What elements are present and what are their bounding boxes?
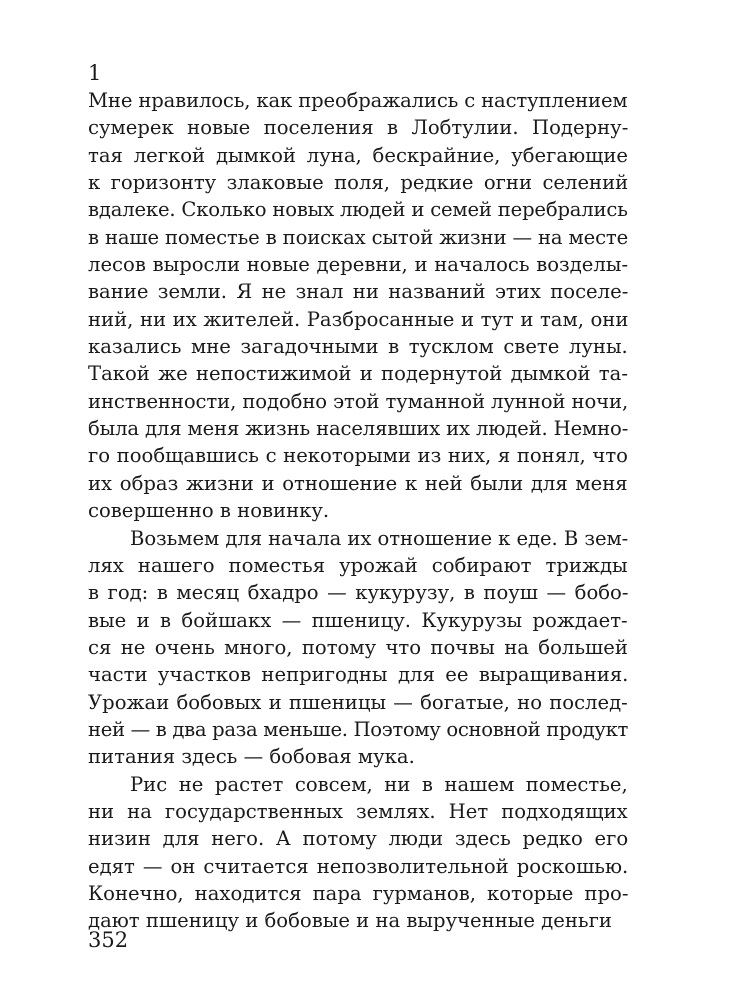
text-line: тая легкой дымкой луна, бескрайние, убегающие (88, 143, 629, 167)
text-line: инственности, подобно этой туманной лунной ночи, (88, 389, 629, 413)
text-line: ний, ни их жителей. Разбросанные и тут и там, они (88, 307, 629, 331)
text-line: вдалеке. Сколько новых людей и семей перебрались (88, 198, 628, 222)
body-text (88, 87, 628, 935)
text-line: казались мне загадочными в тусклом свете луны. (88, 335, 628, 359)
text-line: низин для него. А потому люди здесь редко его (88, 827, 629, 851)
page-number: 352 (88, 928, 129, 952)
text-line: Такой же непостижимой и подернутой дымкой та- (88, 362, 628, 386)
text-line: сумерек новые поселения в Лобтулии. Подерну- (88, 116, 629, 140)
text-line: Урожаи бобовых и пшеницы — богатые, но послед- (88, 690, 628, 714)
text-line: в год: в месяц бхадро — кукурузу, в поуш — бобо- (88, 581, 629, 605)
text-line: их образ жизни и отношение к ней были для меня (88, 471, 628, 495)
text-line: вание земли. Я не знал ни названий этих поселе- (88, 280, 629, 304)
text-line: в наше поместье в поисках сытой жизни — на месте (88, 225, 629, 249)
text-line: питания здесь — бобовая мука. (88, 745, 415, 769)
text-line: ся не очень много, потому что почвы на большей (88, 635, 628, 659)
text-line: ней — в два раза меньше. Поэтому основной продукт (88, 717, 629, 741)
text-line: была для меня жизнь населявших их людей. Немно- (88, 417, 629, 441)
text-line: лесов выросли новые деревни, и началось возделы- (88, 253, 629, 277)
text-line: ни на государственных землях. Нет подходящих (88, 799, 628, 823)
text-line: вые и в бойшакх — пшеницу. Кукурузы рождает- (88, 608, 628, 632)
text-line: части участков непригодны для ее выращивания. (88, 663, 629, 687)
text-line: Возьмем для начала их отношение к еде. В зем- (130, 526, 629, 550)
text-line: го пообщавшись с некоторыми из них, я понял, что (88, 444, 628, 468)
text-line: дают пшеницу и бобовые и на вырученные деньги (88, 909, 612, 933)
chapter-number: 1 (88, 61, 102, 85)
text-line: едят — он считается непозволительной роскошью. (88, 854, 629, 878)
text-line: к горизонту злаковые поля, редкие огни селений (88, 171, 629, 195)
text-line: Рис не растет совсем, ни в нашем поместье, (130, 772, 628, 796)
text-line: совершенно в новинку. (88, 499, 330, 523)
text-line: Конечно, находится пара гурманов, которые про- (88, 881, 629, 905)
text-line: лях нашего поместья урожай собирают трижды (88, 553, 628, 577)
text-line: Мне нравилось, как преображались с наступлением (88, 89, 628, 112)
